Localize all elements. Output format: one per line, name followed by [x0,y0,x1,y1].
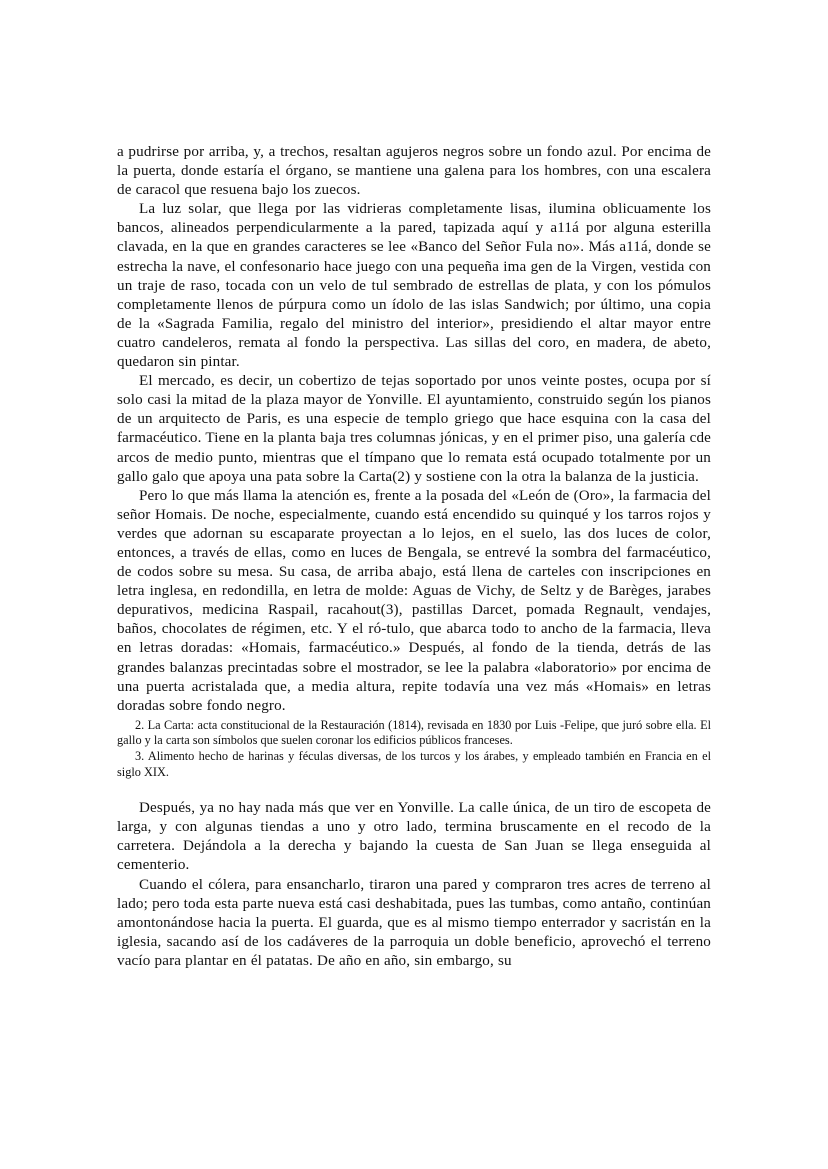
body-paragraph: El mercado, es decir, un cobertizo de tejas soportado por unos veinte postes, ocupa por sí solo casi la mitad de la plaza mayor de Yonville. El ayuntamiento, construido según los pianos de un arquitecto de Paris, es una especie de templo griego que hace esquina con la casa del farmacéutico. Tiene en la planta baja tres columnas jónicas, y en el primer piso, una galería cde arcos de medio punto, mientras que el tímpano que lo remata está ocupado totalmente por un gallo galo que apoya una pata sobre la Carta(2) y sostiene con la otra la balanza de la justicia. [117,373,711,485]
body-paragraph: Pero lo que más llama la atención es, frente a la posada del «León de (Oro», la farmacia del señor Homais. De noche, especialmente, cuando está encendido su quinqué y los tarros rojos y verdes que adornan su escaparate proyectan a lo lejos, en el suelo, las dos luces de color, entonces, a través de ellas, como en luces de Bengala, se entrevé la sombra del farmacéutico, de codos sobre su mesa. Su casa, de arriba abajo, está llena de carteles con inscripciones en letra inglesa, en redondilla, en letra de molde: Aguas de Vichy, de Seltz y de Barèges, jarabes depurativos, medicina Raspail, racahout(3), pastillas Darcet, pomada Regnault, vendajes, baños, chocolates de régimen, etc. Y el ró-tulo, que abarca todo to ancho de la farmacia, lleva en letras doradas: «Homais, farmacéutico.» Después, al fondo de la tienda, detrás de las grandes balanzas precintadas sobre el mostrador, se lee la palabra «laboratorio» por encima de una puerta acristalada que, a media altura, repite todavía una vez más «Homais» en letras doradas sobre fondo negro. [117,487,711,714]
text-column [117,143,711,971]
body-paragraph: Cuando el cólera, para ensancharlo, tiraron una pared y compraron tres acres de terreno al lado; pero toda esta parte nueva está casi deshabitada, pues las tumbas, como antaño, continúan amontonándose hacia la puerta. El guarda, que es al mismo tiempo enterrador y sacristán en la iglesia, sacando así de los cadáveres de la parroquia un doble beneficio, aprovechó el terreno vacío para plantar en él patatas. De año en año, sin embargo, su [117,876,711,969]
section-gap [117,780,711,799]
footnote-entry: 2. La Carta: acta constitucional de la Restauración (1814), revisada en 1830 por Luis -Felipe, que juró sobre ella. El gallo y la carta son símbolos que suelen coronar los edificios públicos franceses. [117,717,711,748]
body-paragraph: a pudrirse por arriba, y, a trechos, resaltan agujeros negros sobre un fondo azul. Por encima de la puerta, donde estaría el órgano, se mantiene una galena para los hombres, con una escalera de caracol que resuena bajo los zuecos. [117,144,711,199]
body-paragraph: Después, ya no hay nada más que ver en Yonville. La calle única, de un tiro de escopeta de larga, y con algunas tiendas a uno y otro lado, termina bruscamente en el recodo de la carretera. Dejándola a la derecha y bajando la cuesta de San Juan se llega enseguida al cementerio. [117,800,711,874]
body-paragraph: La luz solar, que llega por las vidrieras completamente lisas, ilumina oblicuamente los bancos, alineados perpendicularmente a la pared, tapizada aquí y a11á por alguna esterilla clavada, en la que en grandes caracteres se lee «Banco del Señor Fula no». Más a11á, donde se estrecha la nave, el confesonario hace juego con una pequeña ima gen de la Virgen, vestida con un traje de raso, tocada con un velo de tul sembrado de estrellas de plata, y con los pómulos completamente llenos de púrpura como un ídolo de las islas Sandwich; por último, una copia de la «Sagrada Familia, regalo del ministro del interior», presidiendo el altar mayor entre cuatro candeleros, remata al fondo la perspectiva. Las sillas del coro, en madera, de abeto, quedaron sin pintar. [117,201,711,371]
footnote-entry: 3. Alimento hecho de harinas y féculas diversas, de los turcos y los árabes, y empleado también en Francia en el siglo XIX. [117,749,711,779]
